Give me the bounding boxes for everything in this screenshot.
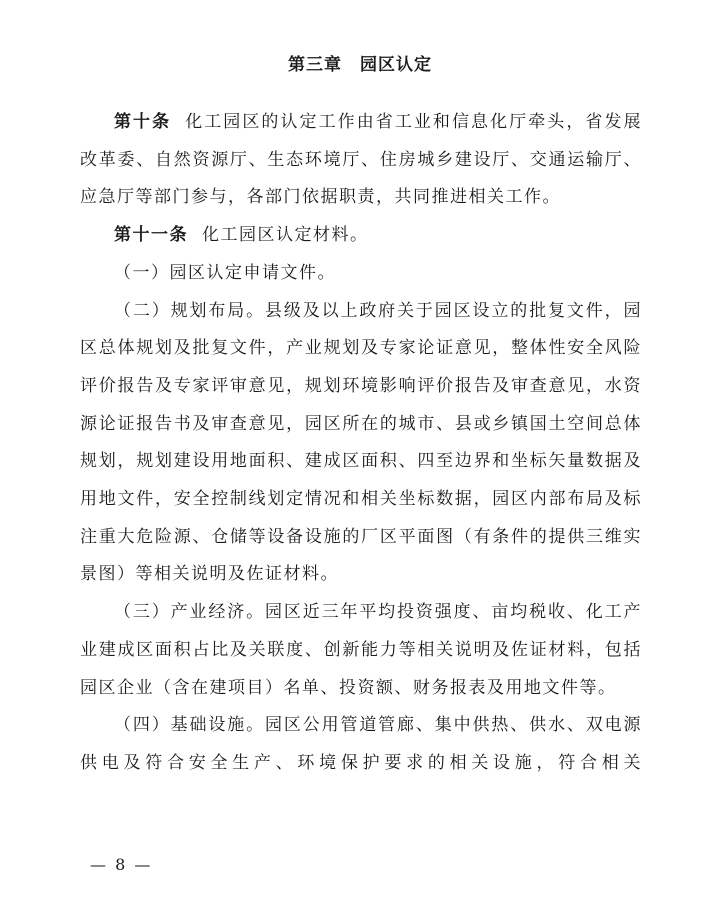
document-body [80,104,642,783]
article-10-text: 化工园区的认定工作由省工业和信息化厅牵头，省发展改革委、自然资源厅、生态环境厅、住房城乡建设厅、交通运输厅、应急厅等部门参与，各部门依据职责，共同推进相关工作。 [80,112,643,208]
item-4: （四）基础设施。园区公用管道管廊、集中供热、供水、双电源供电及符合安全生产、环境保护要求的相关设施，符合相关 [80,715,642,773]
page-number: — 8 — [90,855,153,874]
item-2: （二）规划布局。县级及以上政府关于园区设立的批复文件，园区总体规划及批复文件，产业规划及专家论证意见，整体性安全风险评价报告及专家评审意见，规划环境影响评价报告及审查意见，水资源论证报告书及审查意见，园区所在的城市、县或乡镇国土空间总体规划，规划建设用地面积、建成区面积、四至边界和坐标矢量数据及用地文件，安全控制线划定情况和相关坐标数据，园区内部布局及标注重大危险源、仓储等设备设施的厂区平面图（有条件的提供三维实景图）等相关说明及佐证材料。 [80,300,642,585]
chapter-title: 第三章 园区认定 [288,55,432,75]
item-3: （三）产业经济。园区近三年平均投资强度、亩均税收、化工产业建成区面积占比及关联度、创新能力等相关说明及佐证材料，包括园区企业（含在建项目）名单、投资额、财务报表及用地文件等。 [80,602,642,698]
article-10-label: 第十条 [114,112,172,132]
article-11-text: 化工园区认定材料。 [202,225,369,246]
article-11-label: 第十一条 [114,225,188,246]
article-10 [80,104,642,217]
item-1: （一）园区认定申请文件。 [114,262,336,283]
article-11 [80,217,642,255]
